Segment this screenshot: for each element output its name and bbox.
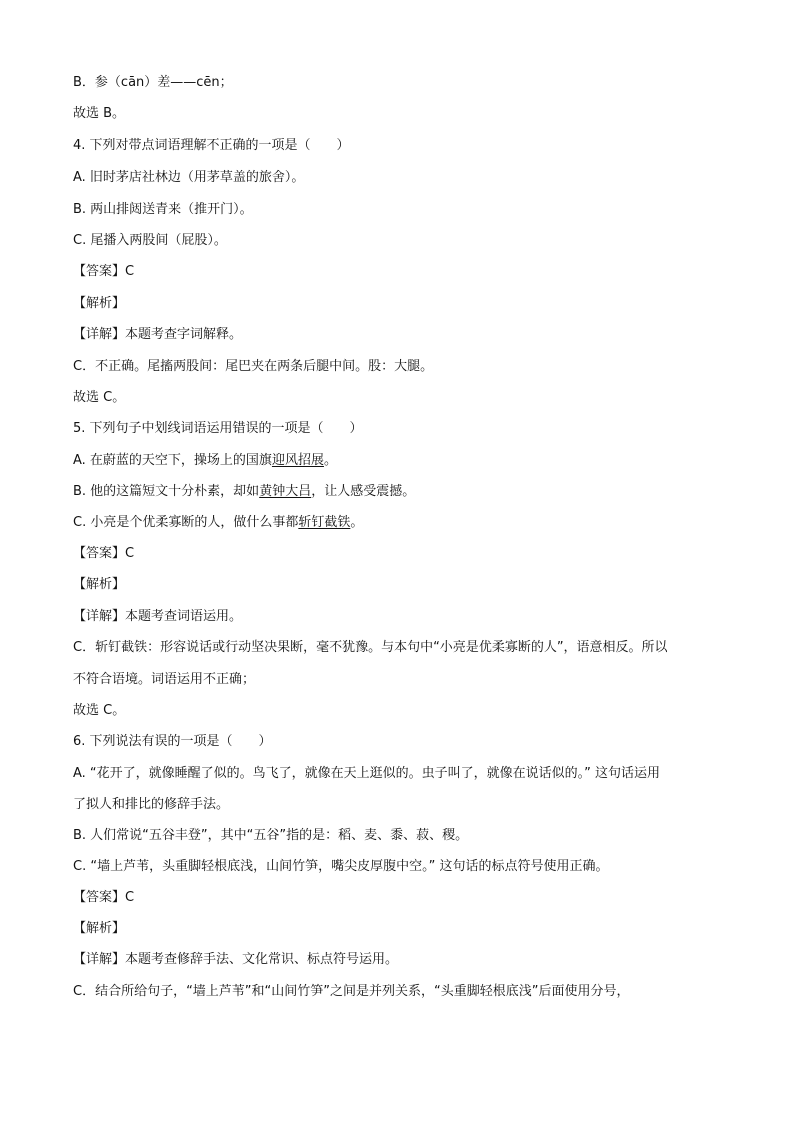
option-c: C. 尾播入两股间（屁股）。 xyxy=(73,233,227,248)
explanation-text: C．斩钉截铁：形容说话或行动坚决果断，毫不犹豫。与本句中“小亮是优柔寡断的人”，语意相反。所以 xyxy=(73,640,668,655)
option-c: C. “墙上芦苇，头重脚轻根底浅，山间竹笋，嘴尖皮厚腹中空。” 这句话的标点符号使用正确。 xyxy=(73,859,609,874)
detail-text: 【详解】本题考查字词解释。 xyxy=(73,327,243,342)
option-b: B. 两山排闼送青来（推开门）。 xyxy=(73,202,253,217)
text-line: B．参（cān）差——cēn； xyxy=(73,75,233,90)
analysis-label: 【解析】 xyxy=(73,921,126,936)
option-text: B. 他的这篇短文十分朴素，却如 xyxy=(73,484,260,499)
option-a xyxy=(73,451,337,471)
option-a: A. “花开了，就像睡醒了似的。鸟飞了，就像在天上逛似的。虫子叫了，就像在说话似的。” 这句话运用 xyxy=(73,766,661,781)
question-4-stem: 4. 下列对带点词语理解不正确的一项是（ ） xyxy=(73,138,350,153)
choice-text: 故选 C。 xyxy=(73,703,126,718)
question-6-stem: 6. 下列说法有误的一项是（ ） xyxy=(73,734,272,749)
explanation-text: 不符合语境。词语运用不正确； xyxy=(73,672,256,687)
underlined-phrase: 斩钉截铁 xyxy=(298,515,351,530)
option-text: ，让人感受震撼。 xyxy=(311,484,416,499)
text-line: 故选 B。 xyxy=(73,106,126,121)
explanation-text: C．不正确。尾搐两股间：尾巴夹在两条后腿中间。股：大腿。 xyxy=(73,359,434,374)
underlined-phrase: 黄钟大吕 xyxy=(259,484,312,499)
option-text: 。 xyxy=(350,515,364,530)
option-b xyxy=(73,482,415,502)
option-a: A. 旧时茅店社林边（用茅草盖的旅舍）。 xyxy=(73,170,305,185)
answer-label: 【答案】C xyxy=(73,890,135,905)
detail-text: 【详解】本题考查词语运用。 xyxy=(73,609,243,624)
analysis-label: 【解析】 xyxy=(73,577,126,592)
option-a-cont: 了拟人和排比的修辞手法。 xyxy=(73,797,230,812)
analysis-label: 【解析】 xyxy=(73,296,126,311)
option-c xyxy=(73,513,363,533)
explanation-text: C．结合所给句子，“墙上芦苇”和“山间竹笋”之间是并列关系，“头重脚轻根底浅”后面使用分号， xyxy=(73,984,630,999)
option-text: 。 xyxy=(323,453,337,468)
question-5-stem: 5. 下列句子中划线词语运用错误的一项是（ ） xyxy=(73,421,363,436)
option-text: C. 小亮是个优柔寡断的人，做什么事都 xyxy=(73,515,299,530)
detail-text: 【详解】本题考查修辞手法、文化常识、标点符号运用。 xyxy=(73,952,399,967)
choice-text: 故选 C。 xyxy=(73,390,126,405)
underlined-phrase: 迎风招展 xyxy=(271,453,324,468)
option-b: B. 人们常说“五谷丰登”，其中“五谷”指的是：稻、麦、黍、菽、稷。 xyxy=(73,828,469,843)
option-text: A. 在蔚蓝的天空下，操场上的国旗 xyxy=(73,453,272,468)
answer-label: 【答案】C xyxy=(73,264,135,279)
answer-label: 【答案】C xyxy=(73,546,135,561)
